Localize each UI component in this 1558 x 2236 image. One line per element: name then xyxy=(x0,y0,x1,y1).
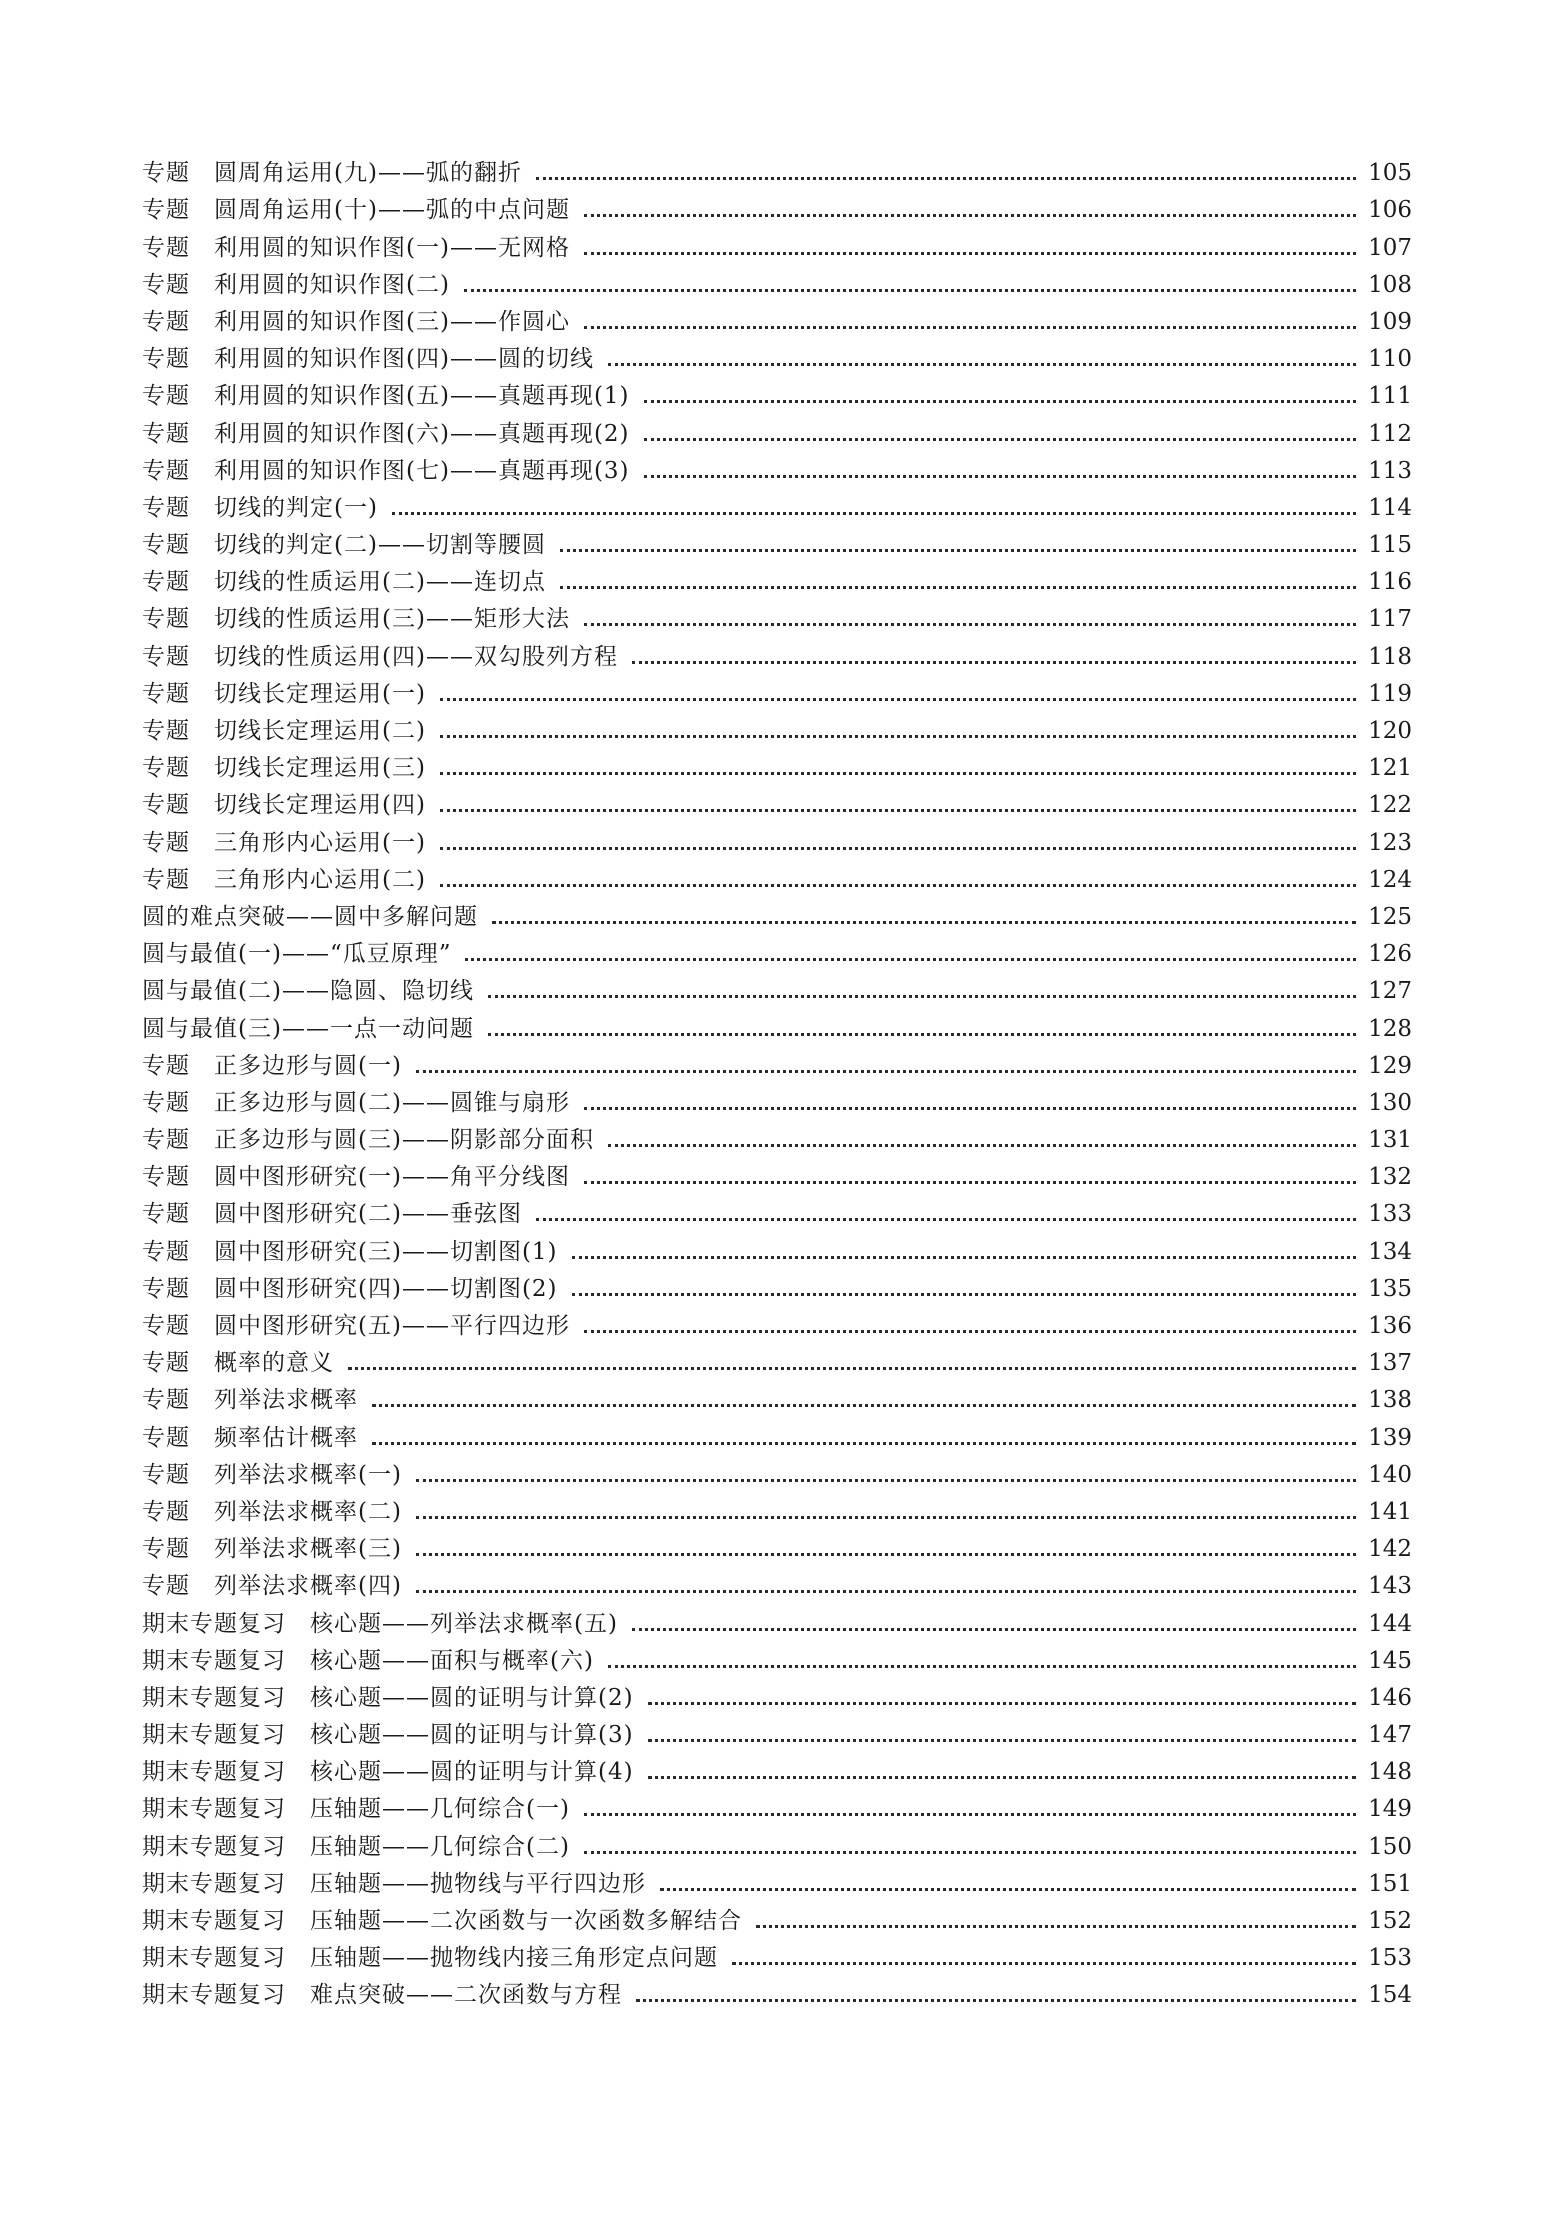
toc-entry-category: 专题 xyxy=(142,1461,190,1488)
toc-entry-text: 切线的判定(一) xyxy=(214,494,378,521)
toc-entry-title xyxy=(142,234,570,262)
toc-entry-text: 核心题——圆的证明与计算(2) xyxy=(310,1684,634,1711)
dot-leader xyxy=(416,1516,1356,1519)
toc-entry-category: 专题 xyxy=(142,680,190,707)
toc-entry-text: 压轴题——几何综合(一) xyxy=(310,1796,570,1823)
toc-page-number: 137 xyxy=(1368,1350,1412,1377)
toc-entry[interactable] xyxy=(142,1935,1412,1972)
toc-entry-category: 专题 xyxy=(142,643,190,670)
toc-page-number: 150 xyxy=(1368,1833,1412,1860)
toc-page-number: 123 xyxy=(1368,829,1412,856)
dot-leader xyxy=(416,1590,1356,1593)
toc-entry-title xyxy=(142,1089,570,1117)
toc-entry[interactable] xyxy=(142,1303,1412,1340)
toc-entry[interactable] xyxy=(142,671,1412,708)
toc-entry[interactable] xyxy=(142,1266,1412,1303)
toc-entry-category: 专题 xyxy=(142,1127,190,1154)
toc-entry-text: 切线的性质运用(四)——双勾股列方程 xyxy=(214,643,618,670)
toc-page-number: 118 xyxy=(1368,643,1412,670)
toc-entry-text: 切线长定理运用(一) xyxy=(214,680,426,707)
toc-entry[interactable] xyxy=(142,1638,1412,1675)
toc-entry-text: 圆与最值(二)——隐圆、隐切线 xyxy=(142,978,474,1005)
toc-page-number: 112 xyxy=(1368,420,1412,447)
toc-entry-text: 圆的难点突破——圆中多解问题 xyxy=(142,903,478,930)
toc-entry-title xyxy=(142,271,450,299)
toc-entry[interactable] xyxy=(142,1117,1412,1154)
toc-entry-category: 专题 xyxy=(142,1424,190,1451)
dot-leader xyxy=(584,1330,1356,1333)
toc-entry-title xyxy=(142,1795,570,1823)
toc-entry-category: 期末专题复习 xyxy=(142,1722,286,1749)
dot-leader xyxy=(572,1293,1356,1296)
toc-entry[interactable] xyxy=(142,1414,1412,1451)
dot-leader xyxy=(416,1553,1356,1556)
toc-page-number: 139 xyxy=(1368,1424,1412,1451)
toc-entry[interactable] xyxy=(142,485,1412,522)
toc-entry-title xyxy=(142,1684,634,1712)
dot-leader xyxy=(372,1442,1356,1445)
toc-entry[interactable] xyxy=(142,819,1412,856)
toc-entry-category: 专题 xyxy=(142,346,190,373)
toc-entry-text: 圆中图形研究(二)——垂弦图 xyxy=(214,1201,522,1228)
toc-entry-category: 期末专题复习 xyxy=(142,1870,286,1897)
dot-leader xyxy=(756,1925,1356,1928)
toc-entry-text: 切线长定理运用(四) xyxy=(214,792,426,819)
toc-entry-category: 专题 xyxy=(142,420,190,447)
dot-leader xyxy=(572,1256,1356,1259)
dot-leader xyxy=(608,1144,1356,1147)
toc-page-number: 111 xyxy=(1368,383,1412,410)
toc-entry-title xyxy=(142,1052,402,1080)
dot-leader xyxy=(560,586,1356,589)
toc-entry-title xyxy=(142,977,474,1005)
toc-entry-category: 期末专题复习 xyxy=(142,1982,286,2009)
toc-entry-title xyxy=(142,420,630,448)
toc-entry-text: 圆与最值(一)——“瓜豆原理” xyxy=(142,941,452,968)
toc-entry-text: 列举法求概率(三) xyxy=(214,1536,402,1563)
toc-entry-category: 期末专题复习 xyxy=(142,1796,286,1823)
toc-entry-category: 专题 xyxy=(142,755,190,782)
toc-page-number: 108 xyxy=(1368,271,1412,298)
dot-leader xyxy=(465,958,1356,961)
dot-leader xyxy=(584,252,1356,255)
toc-entry-text: 核心题——圆的证明与计算(4) xyxy=(310,1759,634,1786)
toc-entry[interactable] xyxy=(142,522,1412,559)
toc-entry[interactable] xyxy=(142,1749,1412,1786)
toc-entry[interactable] xyxy=(142,410,1412,447)
toc-entry-title xyxy=(142,866,426,894)
toc-entry-category: 期末专题复习 xyxy=(142,1647,286,1674)
toc-entry-category: 专题 xyxy=(142,1052,190,1079)
toc-entry-text: 核心题——圆的证明与计算(3) xyxy=(310,1722,634,1749)
toc-entry-category: 专题 xyxy=(142,271,190,298)
toc-entry-category: 专题 xyxy=(142,1089,190,1116)
toc-entry[interactable] xyxy=(142,968,1412,1005)
toc-entry[interactable] xyxy=(142,1228,1412,1265)
toc-page-number: 144 xyxy=(1368,1610,1412,1637)
toc-page-number: 153 xyxy=(1368,1945,1412,1972)
toc-entry[interactable] xyxy=(142,596,1412,633)
toc-entry-text: 利用圆的知识作图(七)——真题再现(3) xyxy=(214,457,630,484)
toc-entry-text: 圆中图形研究(一)——角平分线图 xyxy=(214,1164,570,1191)
dot-leader xyxy=(648,1702,1356,1705)
dot-leader xyxy=(440,884,1356,887)
toc-entry-text: 压轴题——抛物线内接三角形定点问题 xyxy=(310,1945,718,1972)
toc-entry-title xyxy=(142,345,594,373)
toc-page-number: 143 xyxy=(1368,1573,1412,1600)
toc-entry-category: 专题 xyxy=(142,829,190,856)
toc-entry-category: 专题 xyxy=(142,1275,190,1302)
toc-page-number: 127 xyxy=(1368,978,1412,1005)
toc-page-number: 133 xyxy=(1368,1201,1412,1228)
toc-entry-text: 正多边形与圆(二)——圆锥与扇形 xyxy=(214,1089,570,1116)
toc-page-number: 146 xyxy=(1368,1684,1412,1711)
toc-entry-title xyxy=(142,1721,634,1749)
dot-leader xyxy=(440,735,1356,738)
toc-entry-text: 圆周角运用(十)——弧的中点问题 xyxy=(214,197,570,224)
toc-entry-title xyxy=(142,1312,570,1340)
toc-entry-title xyxy=(142,605,570,633)
toc-entry-text: 利用圆的知识作图(一)——无网格 xyxy=(214,234,570,261)
toc-entry-text: 列举法求概率(四) xyxy=(214,1573,402,1600)
toc-entry-title xyxy=(142,308,570,336)
toc-entry[interactable] xyxy=(142,336,1412,373)
toc-entry-title xyxy=(142,531,546,559)
toc-entry-text: 切线的性质运用(三)——矩形大法 xyxy=(214,606,570,633)
dot-leader xyxy=(584,1851,1356,1854)
dot-leader xyxy=(392,512,1356,515)
toc-page-number: 132 xyxy=(1368,1164,1412,1191)
toc-entry-text: 列举法求概率(一) xyxy=(214,1461,402,1488)
toc-page-number: 152 xyxy=(1368,1908,1412,1934)
dot-leader xyxy=(584,214,1356,217)
toc-entry-title xyxy=(142,1981,622,2009)
toc-entry-text: 切线长定理运用(三) xyxy=(214,755,426,782)
dot-leader xyxy=(584,1107,1356,1110)
toc-entry[interactable] xyxy=(142,150,1412,187)
toc-entry-category: 期末专题复习 xyxy=(142,1610,286,1637)
toc-page-number: 124 xyxy=(1368,866,1412,893)
toc-entry-text: 压轴题——几何综合(二) xyxy=(310,1833,570,1860)
toc-entry[interactable] xyxy=(142,1005,1412,1042)
toc-entry-category: 专题 xyxy=(142,197,190,224)
toc-entry[interactable] xyxy=(142,1786,1412,1823)
dot-leader xyxy=(584,1813,1356,1816)
dot-leader xyxy=(632,661,1356,664)
toc-entry-category: 期末专题复习 xyxy=(142,1759,286,1786)
toc-page-number: 142 xyxy=(1368,1536,1412,1563)
toc-entry[interactable] xyxy=(142,1823,1412,1860)
toc-entry-title xyxy=(142,1833,570,1861)
toc-entry-text: 三角形内心运用(一) xyxy=(214,829,426,856)
dot-leader xyxy=(584,1181,1356,1184)
toc-entry-title xyxy=(142,1944,718,1972)
toc-entry-category: 专题 xyxy=(142,1164,190,1191)
toc-entry-text: 列举法求概率(二) xyxy=(214,1498,402,1525)
toc-entry-category: 专题 xyxy=(142,308,190,335)
toc-entry-category: 专题 xyxy=(142,1201,190,1228)
toc-entry[interactable] xyxy=(142,1340,1412,1377)
toc-page-number: 120 xyxy=(1368,718,1412,744)
dot-leader xyxy=(648,1776,1356,1779)
toc-entry-category: 专题 xyxy=(142,1238,190,1265)
toc-entry-title xyxy=(142,1386,358,1414)
toc-page-number: 125 xyxy=(1368,903,1412,930)
toc-entry[interactable] xyxy=(142,224,1412,261)
toc-entry-text: 切线的性质运用(二)——连切点 xyxy=(214,569,546,596)
toc-entry-category: 专题 xyxy=(142,457,190,484)
toc-entry-text: 概率的意义 xyxy=(214,1350,334,1377)
toc-page-number: 113 xyxy=(1368,457,1412,484)
dot-leader xyxy=(536,177,1356,180)
toc-entry-text: 圆周角运用(九)——弧的翻折 xyxy=(214,160,522,187)
dot-leader xyxy=(632,1628,1356,1631)
toc-page-number: 117 xyxy=(1368,606,1412,633)
dot-leader xyxy=(372,1404,1356,1407)
toc-page-number: 151 xyxy=(1368,1870,1412,1897)
toc-page-number: 115 xyxy=(1368,532,1412,559)
toc-page-number: 134 xyxy=(1368,1238,1412,1265)
toc-page-number: 148 xyxy=(1368,1759,1412,1786)
toc-page-number: 114 xyxy=(1368,494,1412,521)
dot-leader xyxy=(644,400,1356,403)
toc-entry-title xyxy=(142,457,630,485)
toc-entry-text: 核心题——面积与概率(六) xyxy=(310,1647,594,1674)
toc-entry-category: 专题 xyxy=(142,1313,190,1339)
toc-entry-text: 圆中图形研究(四)——切割图(2) xyxy=(214,1275,558,1302)
toc-entry-title xyxy=(142,791,426,819)
dot-leader xyxy=(492,921,1356,924)
toc-entry-category: 专题 xyxy=(142,718,190,744)
toc-entry-title xyxy=(142,1535,402,1563)
toc-entry[interactable] xyxy=(142,1043,1412,1080)
dot-leader xyxy=(488,995,1356,998)
toc-entry-title xyxy=(142,1758,634,1786)
toc-entry-text: 圆中图形研究(三)——切割图(1) xyxy=(214,1238,558,1265)
dot-leader xyxy=(488,1033,1356,1036)
toc-entry-title xyxy=(142,159,522,187)
toc-entry[interactable] xyxy=(142,1080,1412,1117)
toc-entry-text: 利用圆的知识作图(二) xyxy=(214,271,450,298)
dot-leader xyxy=(440,772,1356,775)
toc-entry-category: 期末专题复习 xyxy=(142,1908,286,1934)
dot-leader xyxy=(348,1367,1356,1370)
toc-entry-title xyxy=(142,1647,594,1675)
dot-leader xyxy=(732,1962,1356,1965)
toc-entry[interactable] xyxy=(142,1563,1412,1600)
toc-entry-category: 专题 xyxy=(142,234,190,261)
toc-entry-category: 专题 xyxy=(142,569,190,596)
toc-entry[interactable] xyxy=(142,931,1412,968)
toc-entry-title xyxy=(142,717,426,745)
toc-page-number: 128 xyxy=(1368,1015,1412,1042)
toc-entry[interactable] xyxy=(142,1675,1412,1712)
toc-entry-category: 专题 xyxy=(142,866,190,893)
toc-entry-text: 利用圆的知识作图(三)——作圆心 xyxy=(214,308,570,335)
toc-entry-text: 压轴题——抛物线与平行四边形 xyxy=(310,1870,646,1897)
toc-entry-text: 切线的判定(二)——切割等腰圆 xyxy=(214,532,546,559)
toc-entry[interactable] xyxy=(142,1154,1412,1191)
toc-entry[interactable] xyxy=(142,894,1412,931)
dot-leader xyxy=(608,1665,1356,1668)
toc-entry-title xyxy=(142,1498,402,1526)
dot-leader xyxy=(608,363,1356,366)
toc-entry-title xyxy=(142,829,426,857)
toc-entry-text: 切线长定理运用(二) xyxy=(214,718,426,744)
toc-entry-category: 专题 xyxy=(142,1536,190,1563)
toc-page-number: 105 xyxy=(1368,160,1412,187)
dot-leader xyxy=(660,1888,1356,1891)
toc-entry[interactable] xyxy=(142,187,1412,224)
toc-entry-category: 期末专题复习 xyxy=(142,1945,286,1972)
toc-entry-title xyxy=(142,643,618,671)
toc-entry[interactable] xyxy=(142,1712,1412,1749)
toc-entry[interactable] xyxy=(142,1526,1412,1563)
dot-leader xyxy=(560,549,1356,552)
toc-page-number: 147 xyxy=(1368,1722,1412,1749)
toc-entry-title xyxy=(142,1200,522,1228)
toc-entry[interactable] xyxy=(142,782,1412,819)
toc-entry[interactable] xyxy=(142,1972,1412,2009)
toc-entry-text: 利用圆的知识作图(四)——圆的切线 xyxy=(214,346,594,373)
toc-entry[interactable] xyxy=(142,262,1412,299)
toc-page-number: 138 xyxy=(1368,1387,1412,1414)
toc-entry-category: 专题 xyxy=(142,494,190,521)
toc-entry-category: 期末专题复习 xyxy=(142,1684,286,1711)
dot-leader xyxy=(464,289,1356,292)
toc-entry-title xyxy=(142,1163,570,1191)
toc-entry-title xyxy=(142,1907,742,1935)
toc-entry[interactable] xyxy=(142,1191,1412,1228)
toc-page-number: 116 xyxy=(1368,569,1412,596)
toc-entry-title xyxy=(142,1461,402,1489)
toc-entry[interactable] xyxy=(142,1377,1412,1414)
dot-leader xyxy=(636,1999,1356,2002)
toc-entry-text: 难点突破——二次函数与方程 xyxy=(310,1982,622,2009)
toc-entry-text: 压轴题——二次函数与一次函数多解结合 xyxy=(310,1908,742,1934)
toc-page-number: 140 xyxy=(1368,1461,1412,1488)
toc-entry[interactable] xyxy=(142,559,1412,596)
toc-page-number: 131 xyxy=(1368,1127,1412,1154)
toc-entry-title xyxy=(142,1015,474,1043)
toc-page-number: 126 xyxy=(1368,941,1412,968)
toc-page-number: 130 xyxy=(1368,1089,1412,1116)
toc-entry-title xyxy=(142,940,451,968)
dot-leader xyxy=(644,475,1356,478)
toc-entry-title xyxy=(142,1870,646,1898)
toc-page-number: 136 xyxy=(1368,1313,1412,1339)
toc-entry-text: 正多边形与圆(一) xyxy=(214,1052,402,1079)
toc-entry-category: 专题 xyxy=(142,606,190,633)
toc-entry-category: 专题 xyxy=(142,1350,190,1377)
toc-entry-category: 期末专题复习 xyxy=(142,1833,286,1860)
toc-page-number: 129 xyxy=(1368,1052,1412,1079)
toc-entry-title xyxy=(142,1275,558,1303)
toc-entry-category: 专题 xyxy=(142,1498,190,1525)
toc-entry-text: 核心题——列举法求概率(五) xyxy=(310,1610,618,1637)
toc-entry-category: 专题 xyxy=(142,160,190,187)
toc-entry-text: 列举法求概率 xyxy=(214,1387,358,1414)
dot-leader xyxy=(440,847,1356,850)
toc-entry-text: 三角形内心运用(二) xyxy=(214,866,426,893)
dot-leader xyxy=(648,1739,1356,1742)
toc-entry[interactable] xyxy=(142,448,1412,485)
toc-page-number: 110 xyxy=(1368,346,1412,373)
toc-entry-category: 专题 xyxy=(142,532,190,559)
toc-entry-title xyxy=(142,1424,358,1452)
toc-entry-text: 正多边形与圆(三)——阴影部分面积 xyxy=(214,1127,594,1154)
toc-entry[interactable] xyxy=(142,857,1412,894)
toc-entry-title xyxy=(142,494,378,522)
toc-entry-title xyxy=(142,1349,334,1377)
toc-entry-title xyxy=(142,1126,594,1154)
table-of-contents xyxy=(142,150,1412,2009)
toc-page-number: 106 xyxy=(1368,197,1412,224)
toc-page-number: 149 xyxy=(1368,1796,1412,1823)
toc-entry-text: 利用圆的知识作图(五)——真题再现(1) xyxy=(214,383,630,410)
toc-entry-title xyxy=(142,1610,618,1638)
toc-page-number: 107 xyxy=(1368,234,1412,261)
toc-page-number: 141 xyxy=(1368,1498,1412,1525)
toc-page-number: 119 xyxy=(1368,680,1412,707)
toc-entry[interactable] xyxy=(142,708,1412,745)
toc-entry-text: 利用圆的知识作图(六)——真题再现(2) xyxy=(214,420,630,447)
toc-entry-title xyxy=(142,196,570,224)
toc-page-number: 135 xyxy=(1368,1275,1412,1302)
toc-entry[interactable] xyxy=(142,373,1412,410)
toc-entry-category: 专题 xyxy=(142,1387,190,1414)
toc-entry-title xyxy=(142,1572,402,1600)
toc-entry[interactable] xyxy=(142,633,1412,670)
toc-entry-title xyxy=(142,1238,558,1266)
toc-entry[interactable] xyxy=(142,745,1412,782)
toc-entry-text: 频率估计概率 xyxy=(214,1424,358,1451)
toc-entry[interactable] xyxy=(142,1452,1412,1489)
toc-entry-title xyxy=(142,382,630,410)
dot-leader xyxy=(440,698,1356,701)
toc-entry-title xyxy=(142,680,426,708)
toc-entry[interactable] xyxy=(142,1489,1412,1526)
toc-entry-title xyxy=(142,754,426,782)
toc-page-number: 122 xyxy=(1368,792,1412,819)
dot-leader xyxy=(584,326,1356,329)
toc-entry-text: 圆中图形研究(五)——平行四边形 xyxy=(214,1313,570,1339)
toc-page-number: 154 xyxy=(1368,1982,1412,2009)
toc-page-number: 109 xyxy=(1368,308,1412,335)
dot-leader xyxy=(584,623,1356,626)
toc-entry-category: 专题 xyxy=(142,1573,190,1600)
toc-entry[interactable] xyxy=(142,1898,1412,1935)
dot-leader xyxy=(644,438,1356,441)
toc-entry-text: 圆与最值(三)——一点一动问题 xyxy=(142,1015,474,1042)
dot-leader xyxy=(416,1070,1356,1073)
toc-page-number: 121 xyxy=(1368,755,1412,782)
dot-leader xyxy=(536,1218,1356,1221)
toc-entry[interactable] xyxy=(142,1861,1412,1898)
toc-entry-category: 专题 xyxy=(142,383,190,410)
toc-page-number: 145 xyxy=(1368,1647,1412,1674)
toc-entry-category: 专题 xyxy=(142,792,190,819)
dot-leader xyxy=(440,809,1356,812)
dot-leader xyxy=(416,1479,1356,1482)
toc-entry[interactable] xyxy=(142,299,1412,336)
toc-entry-title xyxy=(142,903,478,931)
toc-entry[interactable] xyxy=(142,1600,1412,1637)
toc-entry-title xyxy=(142,568,546,596)
